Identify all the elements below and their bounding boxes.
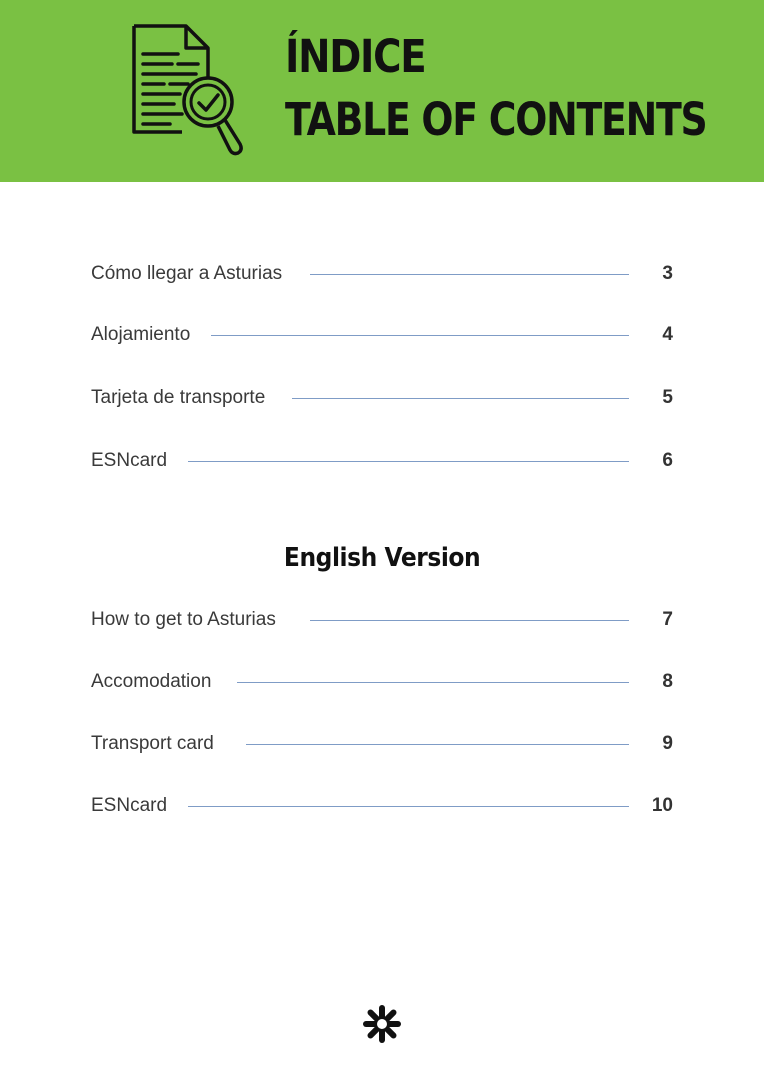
toc-item-spanish-3[interactable] xyxy=(91,383,673,413)
toc-item-english-2[interactable] xyxy=(91,667,673,697)
toc-leader-line xyxy=(211,335,629,336)
toc-item-label: ESNcard xyxy=(91,450,168,471)
toc-item-spanish-2[interactable] xyxy=(91,320,673,350)
toc-item-label: Accomodation xyxy=(91,671,212,692)
esn-star-icon xyxy=(362,1004,402,1044)
toc-item-label: Tarjeta de transporte xyxy=(91,387,266,408)
toc-item-label: Alojamiento xyxy=(91,324,191,345)
header-banner xyxy=(0,0,764,182)
toc-item-label: Cómo llegar a Asturias xyxy=(91,263,283,284)
toc-item-english-3[interactable] xyxy=(91,729,673,759)
toc-page-number: 4 xyxy=(662,324,673,345)
toc-page-number: 6 xyxy=(662,450,673,471)
toc-leader-line xyxy=(310,620,629,621)
toc-page-number: 3 xyxy=(662,263,673,284)
title-english: TABLE OF CONTENTS xyxy=(285,93,707,146)
document-search-check-icon xyxy=(126,20,250,160)
toc-leader-line xyxy=(237,682,629,683)
toc-page-number: 10 xyxy=(651,795,673,816)
toc-item-label: ESNcard xyxy=(91,795,168,816)
english-version-heading-text: English Version xyxy=(283,543,481,573)
toc-item-spanish-4[interactable] xyxy=(91,446,673,476)
toc-page-number: 5 xyxy=(662,387,673,408)
english-version-heading xyxy=(0,540,764,576)
toc-page-number: 8 xyxy=(662,671,673,692)
toc-leader-line xyxy=(292,398,629,399)
toc-page-number: 7 xyxy=(662,609,673,630)
toc-leader-line xyxy=(310,274,629,275)
toc-item-english-1[interactable] xyxy=(91,605,673,635)
toc-item-label: Transport card xyxy=(91,733,214,754)
toc-item-spanish-1[interactable] xyxy=(91,259,673,289)
title-spanish: ÍNDICE xyxy=(285,30,426,83)
toc-item-label: How to get to Asturias xyxy=(91,609,276,630)
toc-leader-line xyxy=(188,461,629,462)
toc-leader-line xyxy=(246,744,629,745)
toc-page-number: 9 xyxy=(662,733,673,754)
toc-item-english-4[interactable] xyxy=(91,791,673,821)
toc-leader-line xyxy=(188,806,629,807)
